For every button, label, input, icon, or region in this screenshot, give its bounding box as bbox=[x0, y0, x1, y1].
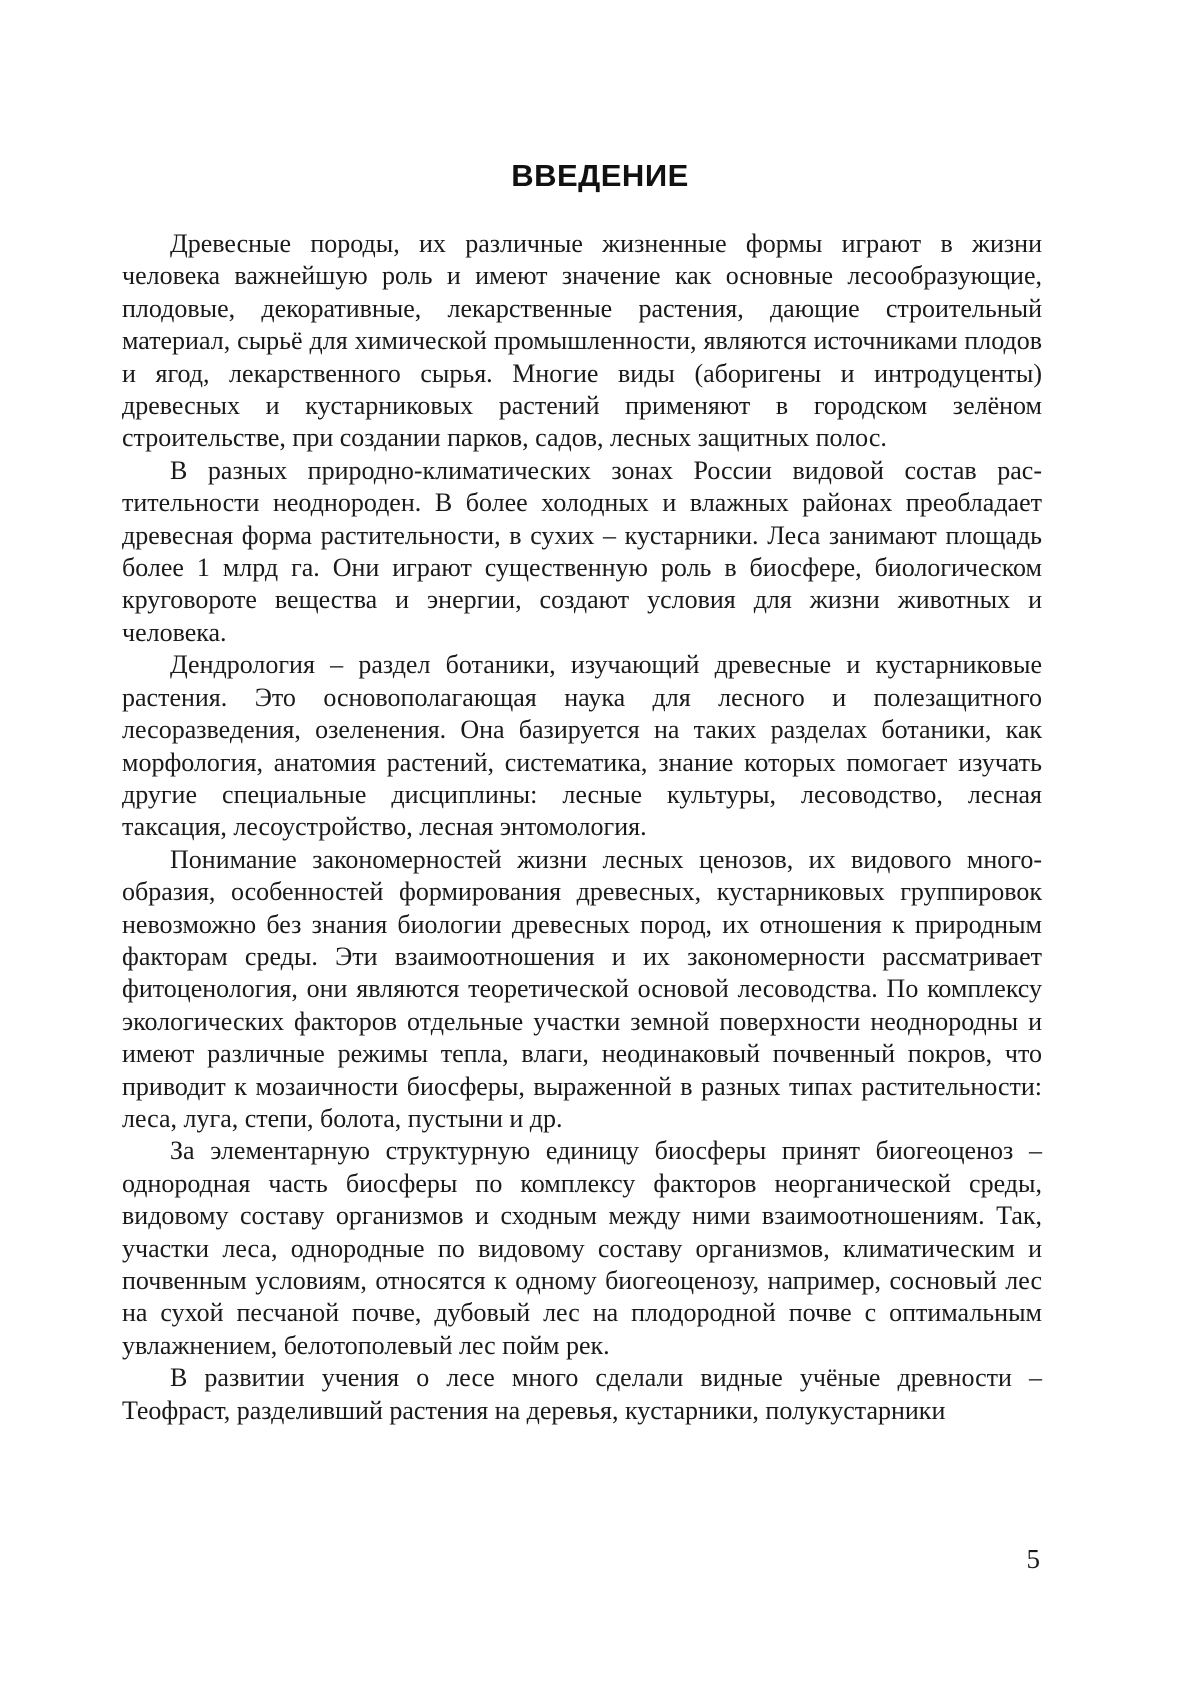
paragraph-6: В развитии учения о лесе много сделали видные учёные древности – Теофраст, разделивший растения на деревья, кустарники, полукустарники bbox=[122, 1363, 1042, 1425]
body-text bbox=[122, 228, 1042, 1427]
paragraph-5: За элементарную структурную единицу биосферы принят биогеоценоз – однородная часть биосферы по комплексу факторов неорганической среды, видовому составу организмов и сходным между ними взаимоотношениям. Так, участки леса, однородные по видовому составу организмов, климатическим и почвенным условиям, относятся к одному биогеоценозу, например, сосновый лес на сухой песчаной почве, дубовый лес на плодородной почве с оптимальным увлажнением, белотополевый лес пойм рек. bbox=[122, 1136, 1042, 1360]
page-title: ВВЕДЕНИЕ bbox=[511, 158, 689, 193]
page-number: 5 bbox=[1026, 1544, 1040, 1574]
paragraph-3: Дендрология – раздел ботаники, изучающий древесные и кустарниковые растения. Это основополагающая наука для лесного и полезащитного лесоразведения, озеленения. Она базируется на таких разделах ботаники, как морфология, анатомия растений, систематика, знание которых помогает изучать другие специальные дисциплины: лесные культуры, лесоводство, лесная таксация, лесоустройство, лесная энтомология. bbox=[122, 650, 1042, 842]
paragraph-2: В разных природно-климатических зонах России видовой состав растительности неоднороден. В более холодных и влажных районах преобладает древесная форма растительности, в сухих – кустарники. Леса занимают площадь более 1 млрд га. Они играют существенную роль в биосфере, биологическом круговороте вещества и энергии, создают условия для жизни животных и человека. bbox=[122, 455, 1042, 647]
paragraph-1: Древесные породы, их различные жизненные формы играют в жизни человека важнейшую роль и имеют значение как основные лесообразующие, плодовые, декоративные, лекарственные растения, дающие строительный материал, сырьё для химической промышленности, являются источниками плодов и ягод, лекарственного сырья. Многие виды (аборигены и интродуценты) древесных и кустарниковых растений применяют в городском зелёном строительстве, при создании парков, садов, лесных защитных полос. bbox=[122, 229, 1042, 453]
paragraph-4: Понимание закономерностей жизни лесных ценозов, их видового многообразия, особенностей формирования древесных, кустарниковых группировок невозможно без знания биологии древесных пород, их отношения к природным факторам среды. Эти взаимоотношения и их закономерности рассматривает фитоценология, они являются теоретической основой лесоводства. По комплексу экологических факторов отдельные участки земной поверхности неоднородны и имеют различные режимы тепла, влаги, неодинаковый почвенный покров, что приводит к мозаичности биосферы, выраженной в разных типах растительности: леса, луга, степи, болота, пустыни и др. bbox=[122, 844, 1042, 1133]
